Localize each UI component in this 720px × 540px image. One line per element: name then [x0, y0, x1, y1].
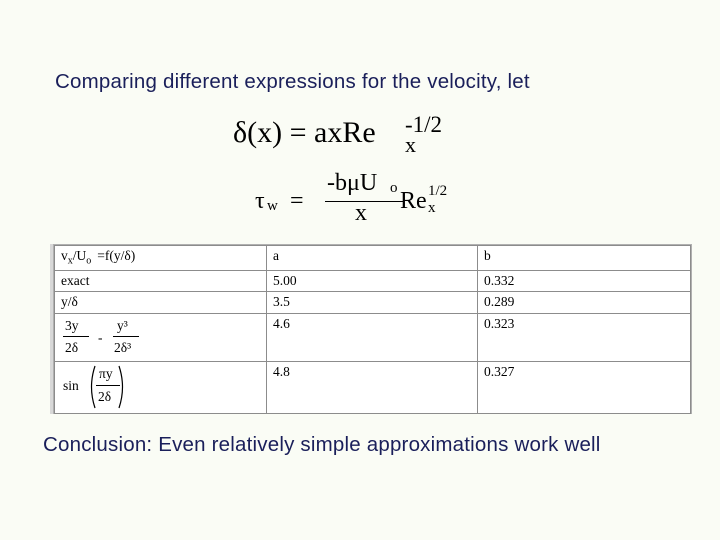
table-row: [55, 292, 691, 314]
table-row: [55, 362, 691, 414]
cubic-d1: 2δ: [65, 340, 79, 355]
row-value-b: 0.323: [478, 314, 691, 362]
intro-text: Comparing different expressions for the velocity, let: [55, 70, 530, 93]
row-value-a: 4.6: [267, 314, 478, 362]
row-label-exact: exact: [55, 271, 267, 292]
sine-numerator: πy: [99, 366, 113, 381]
formula2-tau: τ: [255, 188, 265, 214]
formula2-numerator: -bμU: [327, 170, 378, 196]
cubic-bar1: [63, 336, 89, 337]
formula1-main: δ(x) = axRe: [233, 116, 376, 149]
cubic-bar2: [113, 336, 139, 337]
sine-expression: [61, 364, 266, 410]
sine-function: sin: [63, 378, 79, 393]
row-label-linear: y/δ: [55, 292, 267, 314]
formula2-tau-subscript: w: [267, 198, 278, 214]
formula2-numerator-subscript: o: [390, 180, 398, 196]
table-row: [55, 271, 691, 292]
header-profile: [55, 246, 267, 271]
header-u: /U: [72, 248, 87, 263]
table-row: [55, 314, 691, 362]
formula2-equals: =: [290, 188, 304, 214]
table-header-row: [55, 246, 691, 271]
header-v: v: [61, 248, 68, 263]
cubic-n2: y³: [117, 318, 128, 333]
row-value-b: 0.289: [478, 292, 691, 314]
sine-fraction-bar: [96, 385, 120, 386]
comparison-table-container: [53, 244, 692, 414]
row-value-b: 0.327: [478, 362, 691, 414]
header-b: b: [478, 246, 691, 271]
row-value-b: 0.332: [478, 271, 691, 292]
cubic-operator: -: [98, 330, 103, 345]
formula2-reynolds: Re: [400, 188, 427, 214]
formula2-reynolds-subscript: x: [428, 200, 436, 216]
row-label-sine: [55, 362, 267, 414]
cubic-expression: [61, 316, 266, 360]
formula1-subscript: x: [405, 132, 416, 157]
header-a: a: [267, 246, 478, 271]
row-value-a: 5.00: [267, 271, 478, 292]
formula1-exponent: -1/2: [405, 112, 443, 137]
cubic-n1: 3y: [65, 318, 79, 333]
header-function: =f(y/δ): [97, 248, 136, 263]
row-label-cubic: [55, 314, 267, 362]
header-x-sub: x: [67, 255, 73, 267]
formula-boundary-layer-thickness: [233, 112, 443, 157]
cubic-d2: 2δ³: [114, 340, 132, 355]
formula2-reynolds-exponent: 1/2: [428, 183, 448, 199]
comparison-table: [54, 245, 691, 414]
sine-denominator: 2δ: [98, 389, 112, 404]
conclusion-text: Conclusion: Even relatively simple approximations work well: [43, 433, 601, 456]
row-value-a: 3.5: [267, 292, 478, 314]
formula2-denominator: x: [355, 200, 367, 226]
row-value-a: 4.8: [267, 362, 478, 414]
header-o-sub: o: [86, 255, 92, 267]
